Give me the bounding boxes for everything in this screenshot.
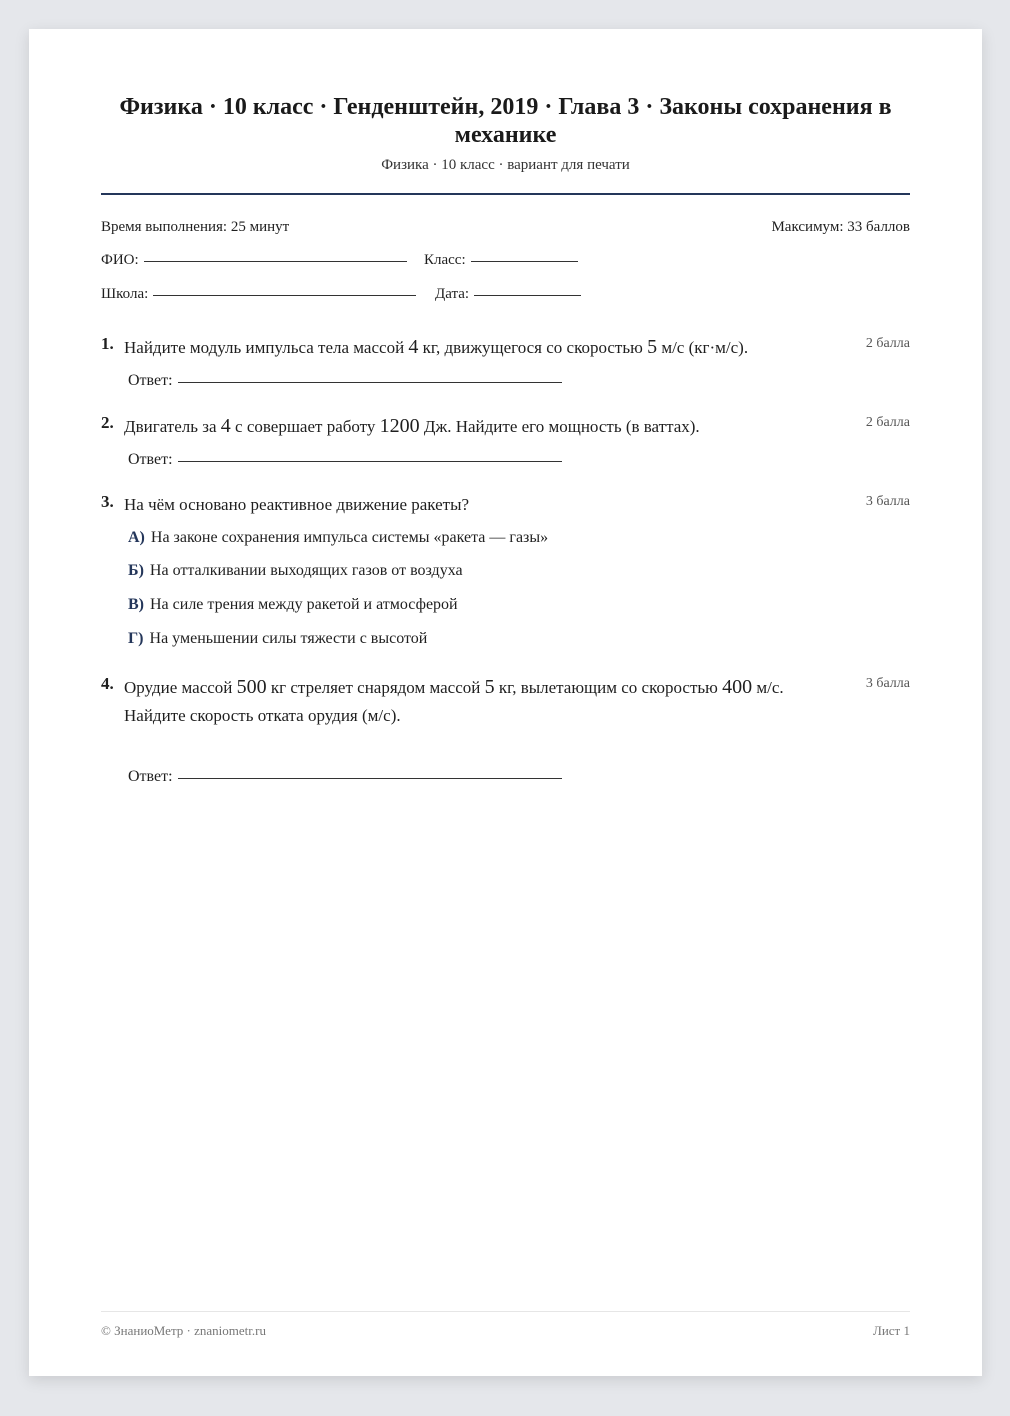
text-part: м/с (кг·м/с). [657, 338, 749, 357]
question-points: 2 балла [865, 415, 910, 430]
text-part: с совершает работу [230, 417, 380, 436]
question-points: 2 балла [865, 336, 910, 351]
text-part: Найдите модуль импульса тела массой [124, 338, 409, 357]
answer-field[interactable] [128, 451, 562, 469]
page-subtitle: Физика · 10 класс · вариант для печати [381, 157, 630, 173]
fio-field[interactable] [101, 252, 407, 269]
question-text [124, 412, 840, 441]
number-value: 500 [236, 676, 267, 698]
option-text: На законе сохранения импульса системы «ракета — газы» [150, 529, 549, 546]
school-label: Школа: [101, 286, 149, 302]
answer-label: Ответ: [128, 372, 173, 389]
text-part: Двигатель за [124, 417, 221, 436]
class-field[interactable] [424, 252, 578, 269]
option-text: На силе трения между ракетой и атмосферой [150, 596, 458, 613]
answer-field[interactable] [128, 372, 562, 390]
date-label: Дата: [435, 286, 470, 302]
number-value: 5 [647, 336, 658, 358]
fio-label: ФИО: [101, 252, 139, 268]
class-label: Класс: [424, 252, 466, 268]
date-field[interactable] [435, 286, 581, 303]
question-text [124, 333, 840, 362]
footer-page-number: Лист 1 [873, 1323, 910, 1338]
text-part: Орудие массой [124, 678, 237, 697]
max-score: Максимум: 33 баллов [771, 219, 910, 235]
number-value: 4 [408, 336, 419, 358]
text-part: кг, вылетающим со скоростью [494, 678, 723, 697]
date-input-line[interactable] [474, 294, 581, 296]
question-number: 4. [101, 674, 114, 693]
option-b[interactable] [128, 562, 463, 580]
text-part: кг, движущегося со скоростью [418, 338, 648, 357]
option-d[interactable] [128, 630, 427, 648]
question-number: 2. [101, 413, 114, 432]
question-text [124, 673, 830, 730]
school-input-line[interactable] [153, 294, 416, 296]
option-text: На уменьшении силы тяжести с высотой [149, 630, 428, 647]
text-part: Дж. Найдите его мощность (в ваттах). [419, 417, 700, 436]
header-divider [101, 193, 910, 195]
option-letter: В) [128, 596, 144, 613]
option-c[interactable] [128, 596, 458, 614]
number-value: 4 [220, 415, 231, 437]
footer-copyright: © ЗнаниоМетр · znaniometr.ru [101, 1323, 266, 1338]
time-limit: Время выполнения: 25 минут [101, 219, 290, 235]
class-input-line[interactable] [471, 260, 578, 262]
option-letter: Б) [128, 562, 144, 579]
answer-input-line[interactable] [178, 460, 562, 462]
answer-field[interactable] [128, 768, 562, 786]
option-letter: Г) [128, 630, 144, 647]
question-points: 3 балла [865, 494, 910, 509]
number-value: 400 [722, 676, 753, 698]
page-title: Физика · 10 класс · Генденштейн, 2019 · Глава 3 · Законы сохранения в механике [119, 94, 892, 148]
answer-label: Ответ: [128, 768, 173, 785]
answer-input-line[interactable] [178, 381, 562, 383]
text-part: м/с. Найдите скорость отката орудия (м/с). [124, 678, 784, 725]
option-letter: А) [128, 529, 145, 546]
option-text: На отталкивании выходящих газов от воздуха [149, 562, 463, 579]
text-part: кг стреляет снарядом массой [266, 678, 485, 697]
question-points: 3 балла [865, 676, 910, 691]
answer-input-line[interactable] [178, 777, 562, 779]
page-content [101, 29, 910, 1376]
number-value: 5 [484, 676, 495, 698]
question-number: 3. [101, 492, 114, 511]
fio-input-line[interactable] [144, 260, 407, 262]
question-text: На чём основано реактивное движение ракеты? [124, 495, 470, 514]
worksheet-page [29, 29, 982, 1376]
answer-label: Ответ: [128, 451, 173, 468]
number-value: 1200 [379, 415, 420, 437]
meta-row [101, 219, 910, 236]
footer-divider [101, 1311, 910, 1312]
question-number: 1. [101, 334, 114, 353]
school-field[interactable] [101, 286, 416, 303]
option-a[interactable] [128, 529, 548, 547]
